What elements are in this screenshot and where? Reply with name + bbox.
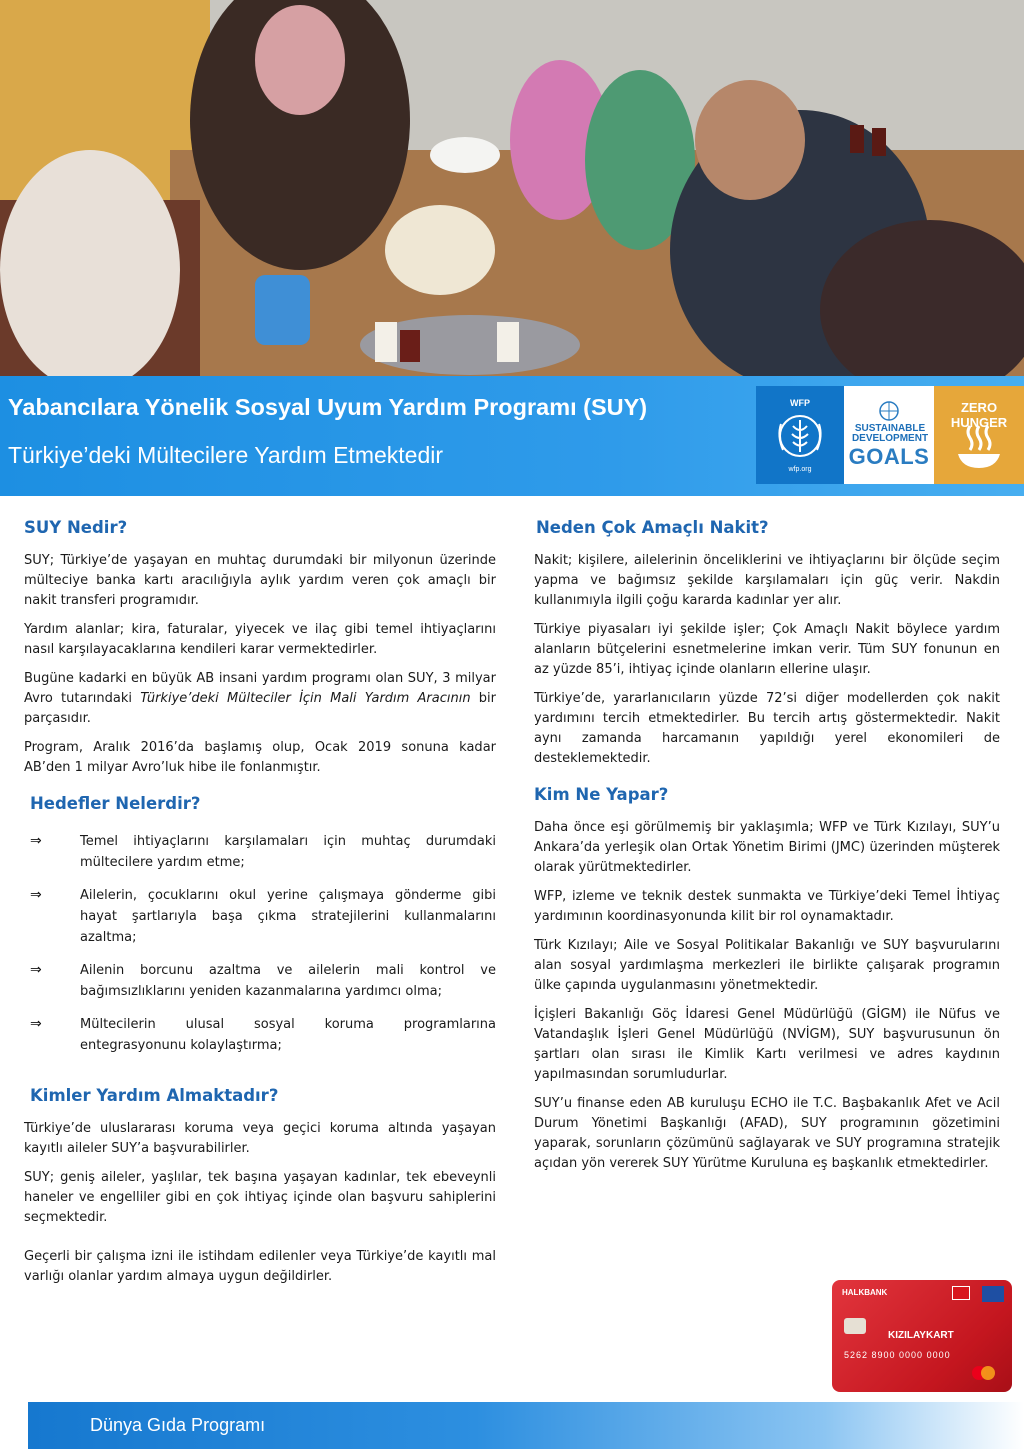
- card-chip-icon: [844, 1318, 866, 1334]
- paragraph: Türkiye’de uluslararası koruma veya geçici koruma altında yaşayan kayıtlı aileler SUY’a başvurabilirler.: [24, 1121, 496, 1156]
- heading-kim: Kim Ne Yapar?: [534, 785, 669, 804]
- wfp-logo-name: WFP: [790, 398, 810, 408]
- arrow-icon: ⇒: [30, 833, 42, 849]
- left-column: [24, 518, 496, 1297]
- title-banner: [0, 376, 1024, 496]
- list-item: [24, 831, 496, 873]
- list-item-text: Mültecilerin ulusal sosyal koruma programlarına entegrasyonunu kolaylaştırma;: [80, 1017, 496, 1053]
- wfp-logo: [756, 386, 844, 484]
- sdg-goals: GOALS: [848, 444, 930, 469]
- wfp-emblem-icon: [775, 410, 825, 462]
- arrow-icon: ⇒: [30, 887, 42, 903]
- heading-kimler: Kimler Yardım Almaktadır?: [30, 1086, 279, 1105]
- list-item-text: Temel ihtiyaçlarını karşılamaları için muhtaç durumdaki mültecilere yardım etme;: [80, 834, 496, 870]
- un-emblem-icon: [878, 400, 900, 422]
- turkish-flag-icon: [952, 1286, 970, 1300]
- sdg-logo: [844, 386, 934, 484]
- sdg-line1: SUSTAINABLE: [854, 423, 926, 434]
- page-subtitle: Türkiye’deki Mültecilere Yardım Etmektedir: [8, 442, 444, 468]
- paragraph: İçişleri Bakanlığı Göç İdaresi Genel Müdürlüğü (GİGM) ile Nüfus ve Vatandaşlık İşleri Genel Müdürlüğü (NVİGM), SUY başvurusunun ön şartları olan sırası ile Kimlik Kartı verilmesi ve adres kaydının yapılmasından sorumludurlar.: [534, 1007, 1000, 1082]
- wfp-logo-url: wfp.org: [788, 466, 812, 473]
- card-name: KIZILAYKART: [888, 1330, 954, 1341]
- paragraph: WFP, izleme ve teknik destek sunmakta ve Türkiye’deki Temel İhtiyaç yardımının koordinasyonunda kilit bir rol oynamaktadır.: [534, 889, 1000, 924]
- paragraph: Program, Aralık 2016’da başlamış olup, Ocak 2019 sonuna kadar AB’den 1 milyar Avro’luk hibe ile fonlanmıştır.: [24, 740, 496, 775]
- list-item: [24, 1014, 496, 1056]
- bowl-icon: [956, 422, 1002, 470]
- hero-photo: [0, 0, 1024, 376]
- mastercard-icon: [981, 1366, 995, 1380]
- paragraph: Geçerli bir çalışma izni ile istihdam edilenler veya Türkiye’de kayıtlı mal varlığı olanlar yardım almaya uygun değildirler.: [24, 1249, 496, 1284]
- paragraph: [24, 669, 496, 729]
- paragraph: SUY; Türkiye’de yaşayan en muhtaç durumdaki bir milyonun üzerinde mülteciye banka kartı aracılığıyla aylık yardım veren çok amaçlı bir nakit transferi programıdır.: [24, 553, 496, 608]
- card-bank: HALKBANK: [842, 1288, 888, 1297]
- kizilaykart-image: [832, 1280, 1012, 1392]
- goals-list: [24, 831, 496, 1056]
- heading-hedefler: Hedefler Nelerdir?: [30, 794, 201, 813]
- list-item: [24, 960, 496, 1002]
- zero-hunger-logo: [934, 386, 1024, 484]
- arrow-icon: ⇒: [30, 1016, 42, 1032]
- paragraph: Türkiye piyasaları iyi şekilde işler; Çok Amaçlı Nakit böylece yardım alanların bütçelerini esnetmelerine imkan verir. Tüm SUY fonunun en az yüzde 85’i, ihtiyaç içinde olanların ellerine ulaşır.: [534, 622, 1000, 677]
- eu-flag-icon: [982, 1286, 1004, 1302]
- list-item-text: Ailenin borcunu azaltma ve ailelerin mali kontrol ve bağımsızlıklarını yeniden kazanmalarına yardımcı olma;: [80, 963, 496, 999]
- footer-bar: [28, 1402, 1024, 1449]
- sdg-line2: DEVELOPMENT: [851, 433, 929, 444]
- section-kimler: [24, 1086, 496, 1287]
- footer-text: Dünya Gıda Programı: [90, 1415, 266, 1435]
- list-item-text: Ailelerin, çocuklarını okul yerine çalışmaya gönderme gibi hayat şartlarıyla başa çıkma stratejilerini kullanmalarını azaltma;: [80, 888, 496, 945]
- paragraph: Türkiye’de, yararlanıcıların yüzde 72’si diğer modellerden çok nakit yardımını tercih etmektedirler. Bu tercih artış göstermektedir. Nakit aynı zamanda harcamanın yapıldığı yerel ekonomileri de desteklemektedir.: [534, 691, 1000, 766]
- section-hedefler: [24, 794, 496, 1056]
- paragraph: SUY’u finanse eden AB kuruluşu ECHO ile T.C. Başbakanlık Afet ve Acil Durum Yönetimi Başkanlığı (AFAD), SUY programının gözetimini yaparak, sorunların çözümünü sağlayarak ve SUY programına stratejik açıdan yön vererek SUY Yürütme Kuruluna eş başkanlık etmektedirler.: [534, 1096, 1000, 1171]
- page-title: Yabancılara Yönelik Sosyal Uyum Yardım Programı (SUY): [8, 394, 648, 420]
- paragraph: SUY; geniş aileler, yaşlılar, tek başına yaşayan kadınlar, tek ebeveynli haneler ve engelliler gibi en çok ihtiyaç içinde olan başvuru sahiplerini seçmektedir.: [24, 1170, 496, 1225]
- list-item: [24, 885, 496, 948]
- arrow-icon: ⇒: [30, 962, 42, 978]
- sdg-logo-text: [850, 424, 930, 444]
- right-column: [534, 518, 1000, 1184]
- paragraph: Yardım alanlar; kira, faturalar, yiyecek ve ilaç gibi temel ihtiyaçlarını nasıl karşılayacaklarına kendileri karar vermektedirler.: [24, 622, 496, 657]
- logo-strip: [756, 386, 1024, 484]
- paragraph-text: Bugüne kadarki en büyük AB insani yardım programı olan SUY, 3 milyar Avro tutarındaki: [24, 671, 496, 706]
- section-neden: [534, 518, 1000, 769]
- section-kim: [534, 785, 1000, 1174]
- paragraph: Daha önce eşi görülmemiş bir yaklaşımla; WFP ve Türk Kızılayı, SUY’u Ankara’da yerleşik olan Ortak Yönetim Birimi (JMC) üzerinden müşterek olarak yürütmektedirler.: [534, 820, 1000, 875]
- section-suy-nedir: [24, 518, 496, 778]
- paragraph: Türk Kızılayı; Aile ve Sosyal Politikalar Bakanlığı ve SUY başvurularını alan sosyal yardımlaşma merkezleri ile birlikte çalışarak programın ülke çapında uygulanmasını yönetmektedir.: [534, 938, 1000, 993]
- paragraph-italic: Türkiye’deki Mülteciler İçin Mali Yardım Aracının: [140, 691, 471, 706]
- zero-hunger-text: ZERO HUNGER: [950, 400, 1008, 430]
- family-meal-illustration: [0, 0, 1024, 376]
- card-number: 5262 8900 0000 0000: [844, 1350, 951, 1360]
- heading-neden: Neden Çok Amaçlı Nakit?: [536, 518, 769, 537]
- paragraph: Nakit; kişilere, ailelerinin önceliklerini ve ihtiyaçlarını bir ölçüde seçim yapma ve bağımsız şekilde karşılamaları için güç verir. Nakdin kullanımıyla ilgili çoğu kararda kadınlar yer alır.: [534, 553, 1000, 608]
- paragraph-text: bir parçasıdır.: [24, 691, 496, 726]
- heading-suy-nedir: SUY Nedir?: [24, 518, 128, 537]
